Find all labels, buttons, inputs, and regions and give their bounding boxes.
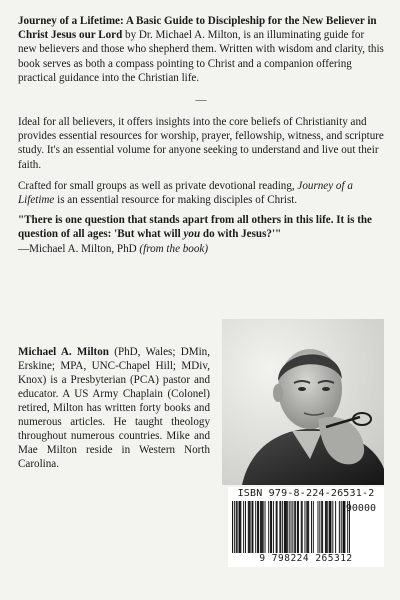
barcode-bar <box>302 501 303 553</box>
barcode-bar <box>252 501 253 553</box>
barcode-bar <box>307 501 308 553</box>
author-bio-text: (PhD, Wales; DMin, Erskine; MPA, UNC-Chapel Hill; MDiv, Knox) is a Presbyterian (PCA) pastor and educator. A US Army Chaplain (Colonel) retired, Milton has written forty books and numerous articles. He taught theology throughout numerous countries. Mike and Mae Milton reside in Western North Carolina. <box>18 346 210 470</box>
barcode-bar <box>249 501 250 553</box>
barcode-bar <box>335 501 336 553</box>
barcode-bar <box>255 501 256 553</box>
barcode-bar <box>239 501 240 553</box>
price-code: 90000 <box>345 503 376 514</box>
barcode-bar <box>332 501 333 553</box>
attribution-name: —Michael A. Milton, PhD <box>18 242 140 255</box>
barcode-bar <box>248 501 249 553</box>
barcode-bar <box>236 501 237 553</box>
barcode-bar <box>271 501 272 553</box>
barcode-bar <box>329 501 330 553</box>
barcode-bar <box>262 501 263 553</box>
barcode-bar <box>325 501 326 553</box>
barcode-bar <box>343 501 344 553</box>
barcode-bar <box>261 501 262 553</box>
author-portrait-image <box>222 319 384 485</box>
barcode-bar <box>287 501 288 553</box>
barcode-bar <box>311 501 312 553</box>
quote-text-end: do with Jesus?'" <box>200 228 282 241</box>
barcode-bar <box>339 501 340 553</box>
barcode-bar <box>257 501 258 553</box>
barcode-bar <box>258 501 259 553</box>
barcode-bar <box>285 501 286 553</box>
barcode-bar <box>273 501 274 553</box>
barcode-bar <box>289 501 290 553</box>
barcode-bar <box>276 501 277 553</box>
barcode-bar <box>313 501 314 553</box>
quote-attribution <box>18 242 384 256</box>
author-quote <box>18 213 384 241</box>
author-photo <box>222 319 384 485</box>
barcode-bar <box>326 501 327 553</box>
usage-text-end: is an essential resource for making disciples of Christ. <box>54 194 298 207</box>
author-bio-section <box>18 345 384 495</box>
section-divider: — <box>195 94 207 107</box>
barcode-bar <box>240 501 241 553</box>
barcode-bar <box>322 501 323 553</box>
quote-text-start: "There is one question that stands apart from all others in this life. It is the question of all ages: 'But what will <box>18 214 372 241</box>
barcode-bar <box>304 501 305 553</box>
barcode-bar <box>270 501 271 553</box>
isbn-number: ISBN 979-8-224-26531-2 <box>237 488 375 499</box>
barcode-bar <box>286 501 287 553</box>
barcode-bar <box>243 501 244 553</box>
book-title: Journey of a Lifetime: A Basic Guide to Discipleship for the New Believer in Christ Jesus our Lord <box>18 15 377 42</box>
description-paragraph: Ideal for all believers, it offers insights into the core beliefs of Christianity and provides essential resources for worship, prayer, fellowship, witness, and scripture study. It's an essential volume for anyone seeking to understand and live out their faith. <box>18 116 384 171</box>
barcode-bar <box>319 501 320 553</box>
barcode-bar <box>343 501 344 553</box>
author-name: Michael A. Milton <box>18 346 109 358</box>
barcode-bar <box>260 501 261 553</box>
barcode-bar <box>263 501 264 553</box>
barcode-bar <box>317 501 318 553</box>
barcode-bar <box>245 501 246 553</box>
barcode-bar <box>292 501 293 553</box>
barcode-digits: 9 798224 265312 <box>259 553 353 564</box>
barcode-bar <box>279 501 280 553</box>
barcode-bars <box>232 501 350 553</box>
intro-byline: by Dr. Michael A. Milton, is an illuminating guide for new believers and those who shepherd them. Written with wisdom and clarity, this book serves as both a compass pointing to Christ and a companion offering practical guidance into the Christian life. <box>18 29 384 84</box>
barcode-bar <box>308 501 309 553</box>
isbn-barcode <box>228 487 384 567</box>
intro-paragraph <box>18 14 384 85</box>
barcode-bar <box>252 501 253 553</box>
usage-text-start: Crafted for small groups as well as private devotional reading, <box>18 179 298 192</box>
usage-paragraph <box>18 179 384 207</box>
barcode-bar <box>306 501 307 553</box>
barcode-bar <box>327 501 328 553</box>
barcode-bar <box>330 501 331 553</box>
barcode-bar <box>295 501 296 553</box>
usage-book-title: Journey of a Lifetime <box>18 179 353 207</box>
barcode-bar <box>237 501 238 553</box>
barcode-bar <box>284 501 285 553</box>
barcode-bar <box>239 501 240 553</box>
barcode-bar <box>280 501 281 553</box>
barcode-bar <box>268 501 269 553</box>
author-bio <box>18 345 210 471</box>
barcode-bar <box>265 501 266 553</box>
barcode-bar <box>250 501 251 553</box>
barcode-bar <box>321 501 322 553</box>
barcode-bar <box>232 501 233 553</box>
barcode-bar <box>234 501 235 553</box>
barcode-bar <box>341 501 342 553</box>
barcode-bar <box>301 501 302 553</box>
barcode-bar <box>294 501 295 553</box>
barcode-bar <box>330 501 331 553</box>
quote-emphasis: you <box>183 228 201 241</box>
barcode-bar <box>282 501 283 553</box>
attribution-source: (from the book) <box>139 242 209 255</box>
barcode-bar <box>297 501 298 553</box>
barcode-bar <box>291 501 292 553</box>
barcode-bar <box>277 501 278 553</box>
back-cover-text <box>18 14 384 256</box>
barcode-bar <box>298 501 299 553</box>
